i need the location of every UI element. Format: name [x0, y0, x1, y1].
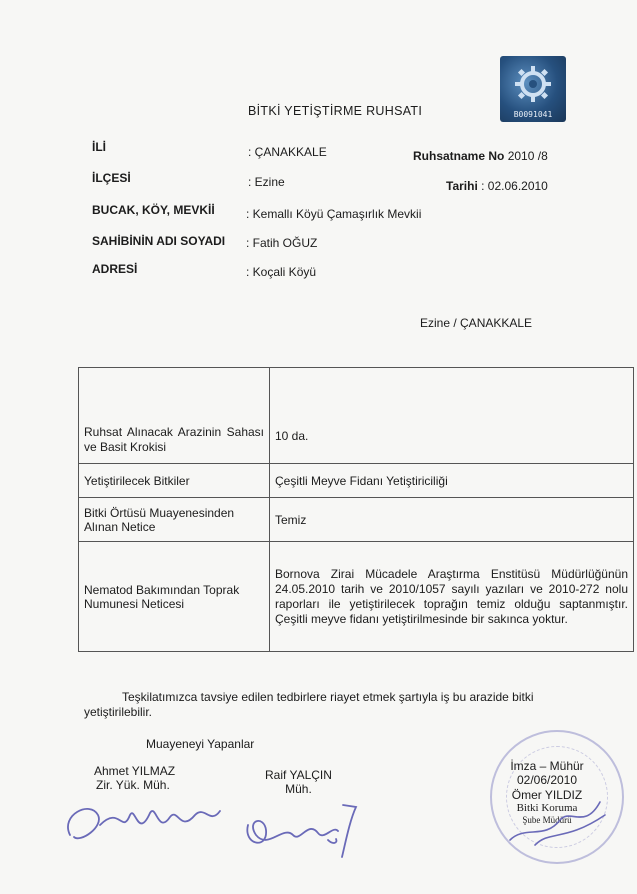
- permit-date-value: : 02.06.2010: [481, 179, 548, 193]
- field-value-province: : ÇANAKKALE: [248, 145, 327, 159]
- inspector-2-signature: [238, 795, 368, 870]
- gear-icon: [513, 64, 553, 104]
- table-row: [79, 464, 634, 498]
- field-value-owner: : Fatih OĞUZ: [246, 236, 318, 250]
- field-value-location: : Kemallı Köyü Çamaşırlık Mevkii: [246, 207, 422, 221]
- hologram-seal: [500, 56, 566, 122]
- inspector-2-title: Müh.: [285, 782, 312, 797]
- hologram-serial: B0091041: [513, 110, 553, 119]
- table-cell-value: Bornova Zirai Mücadele Araştırma Enstitüsü Müdürlüğünün 24.05.2010 tarih ve 2010/1057 sayılı yazıları ve 2010-272 nolu raporları ile yetiştirilecek toprağın temiz olduğu saptanmıştır. Çeşitli meyve fidanı yetiştirilmesinde bir sakınca yoktur.: [270, 542, 634, 652]
- inspector-1-title: Zir. Yük. Müh.: [96, 778, 170, 793]
- statement-paragraph: Teşkilatımızca tavsiye edilen tedbirlere riayet etmek şartıyla iş bu arazide bitki yetiştirilebilir.: [84, 690, 534, 719]
- table-cell-label: Yetiştirilecek Bitkiler: [79, 464, 270, 498]
- permit-number-label: Ruhsatname No: [413, 149, 505, 163]
- inspector-1-name: Ahmet YILMAZ: [94, 764, 176, 778]
- table-cell-label: Nematod Bakımından Toprak Numunesi Neticesi: [79, 542, 270, 652]
- approval-date: 02/06/2010: [516, 773, 578, 788]
- table-row: [79, 498, 634, 542]
- approval-heading: İmza – Mühür: [510, 759, 584, 773]
- inspector-1-signature: [60, 795, 230, 860]
- table-cell-value: Temiz: [270, 498, 634, 542]
- field-value-district: : Ezine: [248, 175, 285, 189]
- approval-unit: Bitki Koruma: [516, 802, 578, 815]
- field-value-address: : Koçali Köyü: [246, 265, 317, 279]
- inspector-1: [94, 764, 175, 793]
- document-title: BİTKİ YETİŞTİRME RUHSATI: [248, 104, 423, 118]
- table-cell-label: Ruhsat Alınacak Arazinin Sahası ve Basit Krokisi: [79, 368, 270, 464]
- table-cell-value: 10 da.: [270, 368, 634, 464]
- details-table: [78, 367, 634, 652]
- field-label-province: İLİ: [92, 140, 106, 154]
- inspector-2-name: Raif YALÇIN: [265, 768, 332, 782]
- table-row: [79, 368, 634, 464]
- field-label-owner: SAHİBİNİN ADI SOYADI: [92, 234, 226, 248]
- inspector-2: [265, 768, 332, 797]
- issue-place: Ezine / ÇANAKKALE: [420, 316, 533, 330]
- field-label-district: İLÇESİ: [92, 171, 131, 185]
- table-cell-label: Bitki Örtüsü Muayenesinden Alınan Netice: [79, 498, 270, 542]
- table-row: [79, 542, 634, 652]
- field-label-location: BUCAK, KÖY, MEVKİİ: [92, 203, 215, 217]
- approval-name: Ömer YILDIZ: [511, 787, 583, 802]
- permit-date-label: Tarihi: [446, 179, 478, 193]
- inspectors-heading: Muayeneyi Yapanlar: [146, 737, 255, 751]
- field-label-address: ADRESİ: [92, 262, 138, 276]
- approval-role: Şube Müdürü: [522, 815, 572, 826]
- permit-number: [413, 149, 548, 163]
- approval-signature: [505, 790, 615, 855]
- permit-number-value: 2010 /8: [507, 149, 548, 163]
- permit-date: [446, 179, 548, 193]
- table-cell-value: Çeşitli Meyve Fidanı Yetiştiriciliği: [270, 464, 634, 498]
